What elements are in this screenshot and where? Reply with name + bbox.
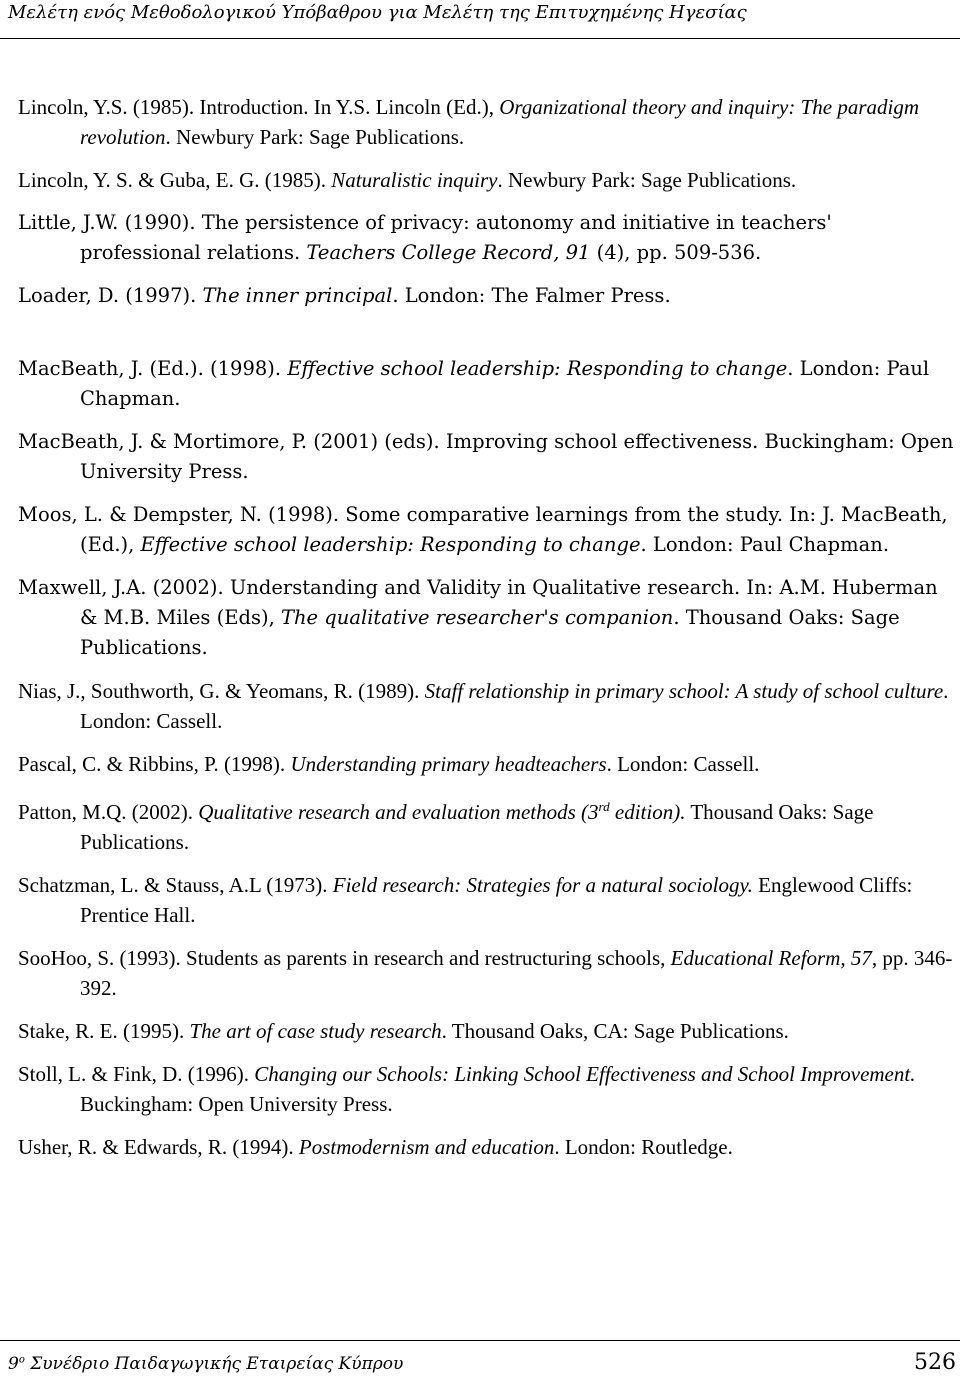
reference-item: Stake, R. E. (1995). The art of case study research. Thousand Oaks, CA: Sage Publications. <box>18 1019 789 1043</box>
page-number: 526 <box>914 1350 956 1375</box>
reference-item: Loader, D. (1997). The inner principal. London: The Falmer Press. <box>18 284 671 307</box>
reference-item: MacBeath, J. (Ed.). (1998). Effective school leadership: Responding to change. London: Paul Chapman. <box>18 357 930 410</box>
reference-item: Usher, R. & Edwards, R. (1994). Postmodernism and education. London: Routledge. <box>18 1135 733 1159</box>
footer-conference: $9^o$ Συνέδριο Παιδαγωγικής Εταιρείας Κύπρου <box>8 1354 404 1374</box>
reference-item: Lincoln, Y. S. & Guba, E. G. (1985). Naturalistic inquiry. Newbury Park: Sage Publications. <box>18 168 797 192</box>
reference-list <box>18 92 958 1175</box>
reference-item: SooHoo, S. (1993). Students as parents in research and restructuring schools, Educational Reform, 57, pp. 346-392. <box>18 946 953 1000</box>
reference-item: Lincoln, Y.S. (1985). Introduction. In Y.S. Lincoln (Ed.), Organizational theory and inquiry: The paradigm revolution. Newbury Park: Sage Publications. <box>18 95 920 149</box>
reference-item: Nias, J., Southworth, G. & Yeomans, R. (1989). Staff relationship in primary school: A study of school culture. London: Cassell. <box>18 679 949 733</box>
reference-item: Schatzman, L. & Stauss, A.L (1973). Field research: Strategies for a natural sociology. Englewood Cliffs: Prentice Hall. <box>18 873 913 927</box>
reference-item: Stoll, L. & Fink, D. (1996). Changing our Schools: Linking School Effectiveness and School Improvement. Buckingham: Open University Press. <box>18 1062 916 1116</box>
reference-item: MacBeath, J. & Mortimore, P. (2001) (eds). Improving school effectiveness. Buckingham: Open University Press. <box>18 430 954 483</box>
footer-rule <box>0 1340 960 1341</box>
running-header: Μελέτη ενός Μεθοδολογικού Υπόβαθρου για Μελέτη της Επιτυχημένης Ηγεσίας <box>8 2 747 23</box>
reference-item: Maxwell, J.A. (2002). Understanding and Validity in Qualitative research. In: A.M. Huberman & M.B. Miles (Eds), The qualitative researcher's companion. Thousand Oaks: Sage Publications. <box>18 576 938 659</box>
reference-item: Moos, L. & Dempster, N. (1998). Some comparative learnings from the study. In: J. MacBeath, (Ed.), Effective school leadership: Responding to change. London: Paul Chapman. <box>18 503 948 556</box>
header-rule <box>0 38 960 39</box>
reference-item: Patton, M.Q. (2002). Qualitative research and evaluation methods (3rd edition). Thousand Oaks: Sage Publications. <box>18 799 874 854</box>
reference-item: Pascal, C. & Ribbins, P. (1998). Understanding primary headteachers. London: Cassell. <box>18 752 760 776</box>
reference-item: Little, J.W. (1990). The persistence of privacy: autonomy and initiative in teachers' professional relations. Teachers College Record, 91 (4), pp. 509-536. <box>18 211 832 264</box>
spacer <box>18 324 958 354</box>
